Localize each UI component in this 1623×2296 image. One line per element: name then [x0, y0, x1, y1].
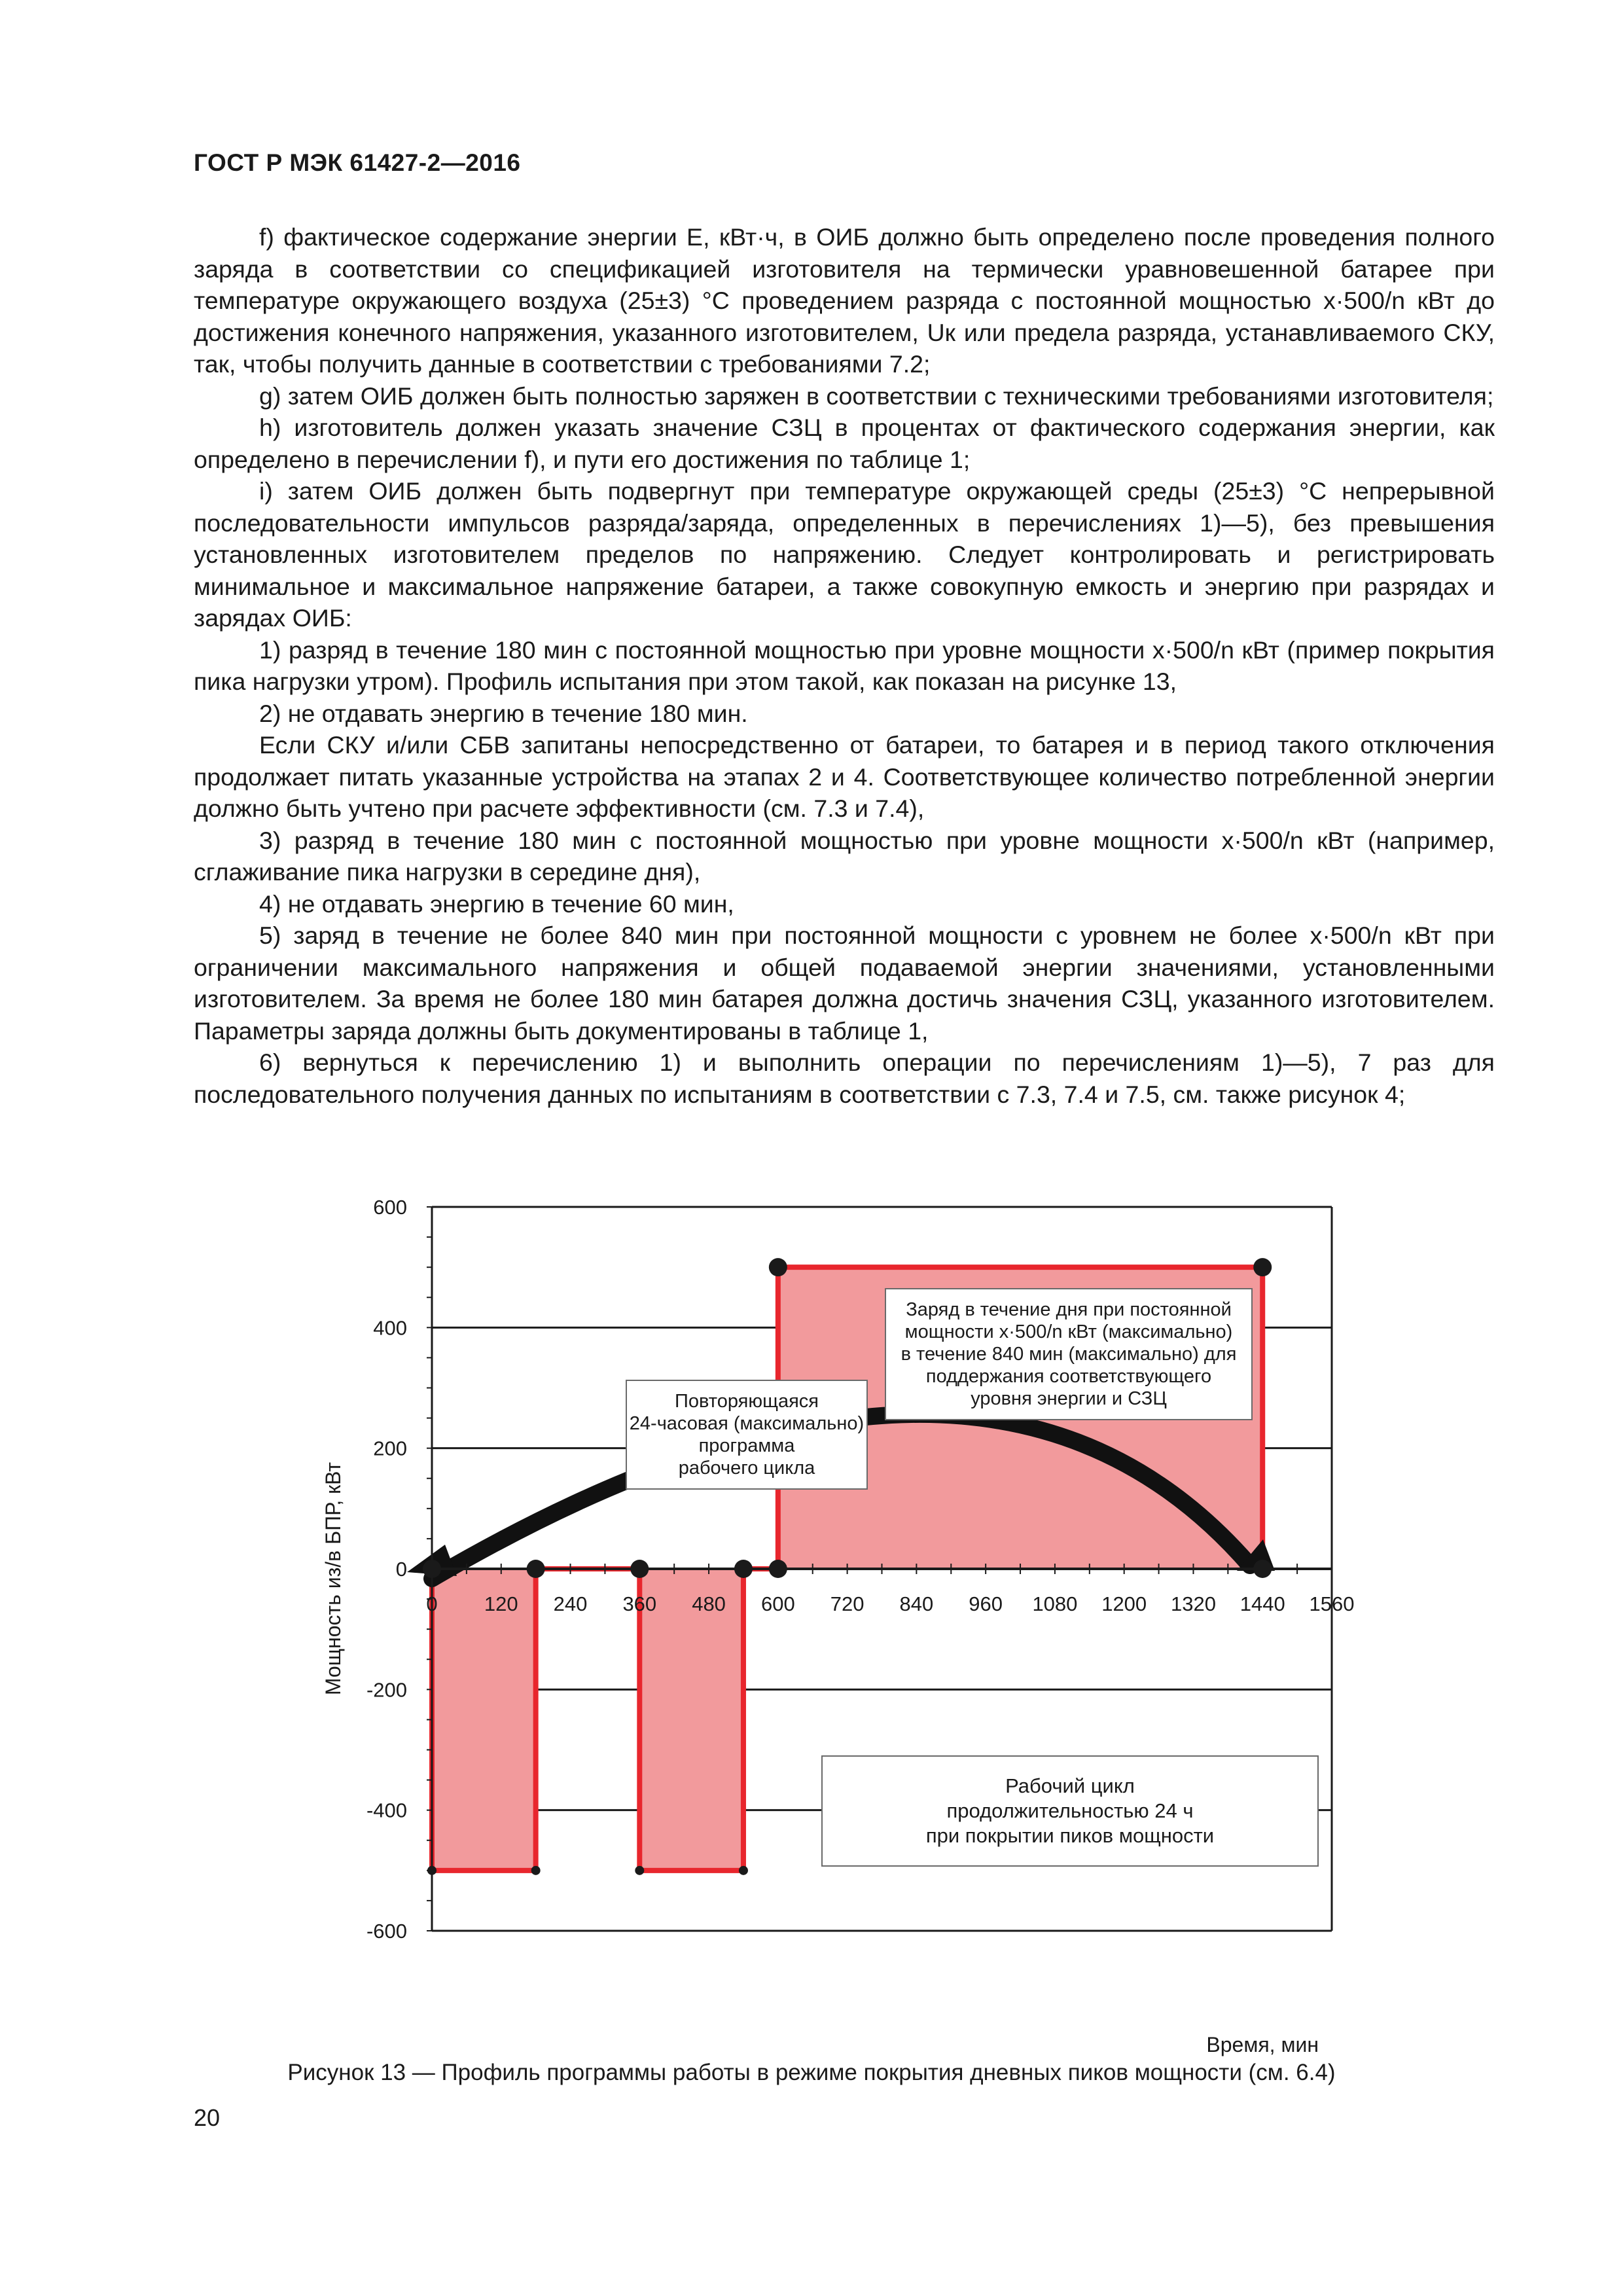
x-tick-label: 480	[692, 1592, 726, 1615]
figure-13	[0, 1178, 1623, 2081]
y-tick-label: -600	[366, 1920, 407, 1943]
annotation-repeat-line-3: программа	[698, 1435, 795, 1456]
x-tick-label: 840	[899, 1592, 934, 1615]
vertex-marker-small	[427, 1866, 437, 1875]
vertex-marker	[1253, 1560, 1272, 1578]
x-tick-label: 1320	[1170, 1592, 1216, 1615]
x-tick-label: 1080	[1032, 1592, 1078, 1615]
vertex-marker-small	[531, 1866, 541, 1875]
annotation-cycle-line-1: Рабочий цикл	[1005, 1774, 1135, 1797]
vertex-marker	[527, 1560, 545, 1578]
paragraph-note: Если СКУ и/или СБВ запитаны непосредственно от батареи, то батарея и в период такого отключения продолжает питать указанные устройства на этапах 2 и 4. Соответствующее количество потребленной энергии должно быть учтено при расчете эффективности (см. 7.3 и 7.4),	[194, 731, 1495, 822]
x-tick-label: 120	[484, 1592, 518, 1615]
figure-caption: Рисунок 13 — Профиль программы работы в режиме покрытия дневных пиков мощности (см. 6.4)	[287, 2060, 1336, 2085]
x-tick-label: 1440	[1240, 1592, 1285, 1615]
annotation-repeat-line-2: 24-часовая (максимально)	[629, 1413, 865, 1434]
x-tick-label: 600	[760, 1592, 795, 1615]
x-axis-label: Время, мин	[1206, 2033, 1319, 2056]
x-tick-label: 1200	[1101, 1592, 1147, 1615]
y-tick-label: 400	[373, 1316, 407, 1340]
paragraph-g: g) затем ОИБ должен быть полностью заряжен в соответствии с техническими требованиями изготовителя;	[259, 382, 1494, 410]
paragraph-step-6: 6) вернуться к перечислению 1) и выполнить операции по перечислениям 1)—5), 7 раз для последовательного получения данных по испытаниям в соответствии с 7.3, 7.4 и 7.5, см. также рисунок 4;	[194, 1049, 1495, 1108]
annotation-cycle	[821, 1755, 1319, 1867]
paragraph-step-5: 5) заряд в течение не более 840 мин при постоянной мощности с уровнем не более x·500/n кВт при ограничении максимального напряжения и общей подаваемой энергии значениями, установленными изготовителем. За время не более 180 мин батарея должна достичь значения СЗЦ, указанного изготовителем. Параметры заряда должны быть документированы в таблице 1,	[194, 922, 1495, 1045]
annotation-charge-line-1: Заряд в течение дня при постоянной	[906, 1299, 1232, 1320]
annotation-charge-line-5: уровня энергии и СЗЦ	[971, 1388, 1167, 1409]
paragraph-f: f) фактическое содержание энергии E, кВт·ч, в ОИБ должно быть определено после проведения полного заряда в соответствии со спецификацией изготовителя на термически уравновешенной батарее при температуре окружающего воздуха (25±3) °С проведением разряда с постоянной мощностью x·500/n кВт до достижения конечного напряжения, указанного изготовителем, Uк или предела разряда, устанавливаемого СКУ, так, чтобы получить данные в соответствии с требованиями 7.2;	[194, 223, 1495, 378]
power-profile-chart	[0, 1178, 1623, 2081]
x-tick-label: 0	[426, 1592, 438, 1615]
page-number: 20	[194, 2104, 221, 2131]
y-tick-label: 200	[373, 1437, 407, 1460]
annotation-charge	[885, 1288, 1253, 1420]
annotation-charge-line-4: поддержания соответствующего	[925, 1366, 1212, 1387]
paragraph-step-3: 3) разряд в течение 180 мин с постоянной мощностью при уровне мощности x·500/n кВт (например, сглаживание пика нагрузки в середине дня),	[194, 826, 1495, 886]
body-text	[194, 221, 1495, 1110]
document-header: ГОСТ Р МЭК 61427-2—2016	[194, 149, 521, 176]
vertex-marker-small	[635, 1866, 644, 1875]
x-tick-label: 1560	[1309, 1592, 1355, 1615]
paragraph-step-2: 2) не отдавать энергию в течение 180 мин.	[259, 699, 748, 727]
y-tick-label: -200	[366, 1678, 407, 1702]
y-axis-label: Мощность из/в БПР, кВт	[321, 1462, 345, 1696]
paragraph-i: i) затем ОИБ должен быть подвергнут при температуре окружающей среды (25±3) °С непрерывной последовательности импульсов разряда/заряда, определенных в перечислениях 1)—5), без превышения установленных изготовителем пределов по напряжению. Следует контролировать и регистрировать минимальное и максимальное напряжение батареи, а также совокупную емкость и энергию при разрядах и зарядах ОИБ:	[194, 477, 1495, 632]
vertex-marker	[1253, 1258, 1272, 1276]
x-tick-label: 960	[969, 1592, 1003, 1615]
vertex-marker	[769, 1258, 787, 1276]
x-tick-label: 360	[622, 1592, 657, 1615]
y-tick-label: 0	[395, 1558, 407, 1581]
y-tick-label: -400	[366, 1799, 407, 1822]
x-tick-label: 720	[830, 1592, 865, 1615]
vertex-marker-small	[739, 1866, 748, 1875]
paragraph-step-4: 4) не отдавать энергию в течение 60 мин,	[259, 889, 734, 918]
vertex-marker	[734, 1560, 753, 1578]
paragraph-step-1: 1) разряд в течение 180 мин с постоянной мощностью при уровне мощности x·500/n кВт (пример покрытия пика нагрузки утром). Профиль испытания при этом такой, как показан на рисунке 13,	[194, 636, 1495, 695]
annotation-repeat	[626, 1380, 868, 1490]
annotation-charge-line-2: мощности x·500/n кВт (максимально)	[904, 1321, 1233, 1342]
annotation-repeat-line-4: рабочего цикла	[678, 1458, 815, 1479]
vertex-marker	[423, 1560, 441, 1578]
annotation-charge-line-3: в течение 840 мин (максимально) для	[901, 1344, 1237, 1365]
annotation-cycle-line-2: продолжительностью 24 ч	[946, 1799, 1194, 1822]
y-tick-label: 600	[373, 1196, 407, 1219]
paragraph-h: h) изготовитель должен указать значение СЗЦ в процентах от фактического содержания энергии, как определено в перечислении f), и пути его достижения по таблице 1;	[194, 414, 1495, 473]
annotation-cycle-line-3: при покрытии пиков мощности	[925, 1824, 1215, 1847]
vertex-marker	[630, 1560, 649, 1578]
vertex-marker	[769, 1560, 787, 1578]
x-tick-label: 240	[553, 1592, 588, 1615]
annotation-repeat-line-1: Повторяющаяся	[675, 1391, 819, 1412]
